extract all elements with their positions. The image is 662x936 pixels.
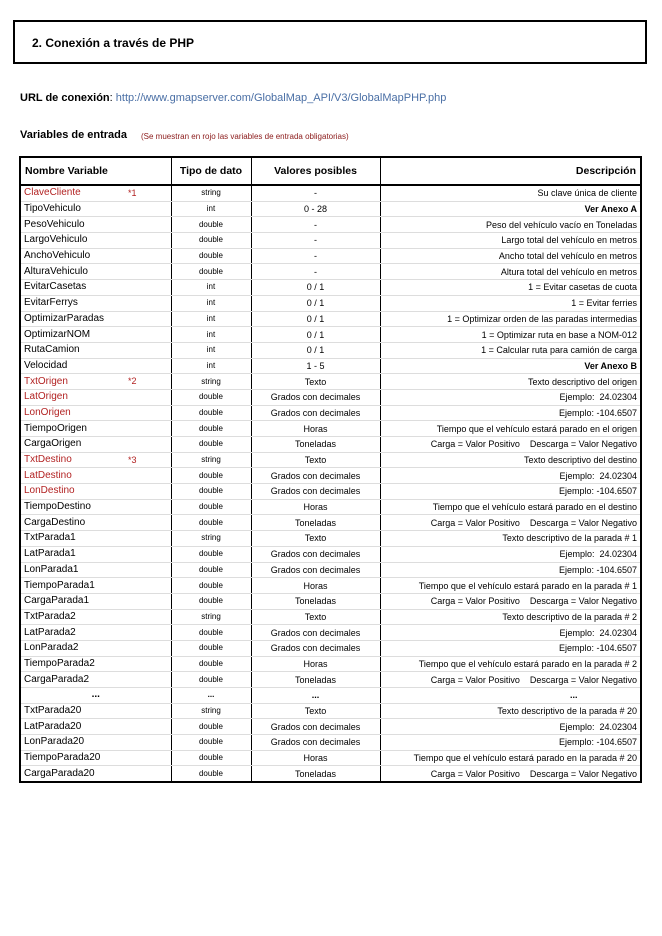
table-row — [20, 389, 641, 405]
cell-variable-name — [20, 311, 171, 327]
table-body — [20, 185, 641, 782]
variable-name: CargaParada1 — [24, 595, 90, 607]
variable-name: TxtParada2 — [24, 610, 76, 622]
cell-possible-values: Horas — [251, 499, 380, 515]
cell-data-type: int — [171, 295, 251, 311]
cell-possible-values: Grados con decimales — [251, 562, 380, 578]
cell-variable-name — [20, 280, 171, 296]
variable-name: LonDestino — [24, 485, 75, 497]
variable-name: TiempoDestino — [24, 501, 91, 513]
cell-variable-name — [20, 342, 171, 358]
cell-data-type: string — [171, 609, 251, 625]
cell-description: 1 = Optimizar ruta en base a NOM-012 — [380, 327, 641, 343]
cell-data-type: int — [171, 358, 251, 374]
table-row — [20, 578, 641, 594]
variable-name: LonParada20 — [24, 736, 85, 748]
url-label: URL de conexión — [20, 92, 110, 104]
cell-variable-name — [20, 609, 171, 625]
variables-table — [19, 156, 642, 783]
variable-name: PesoVehiculo — [24, 218, 85, 230]
cell-description: Texto descriptivo de la parada # 2 — [380, 609, 641, 625]
table-row — [20, 185, 641, 201]
cell-possible-values: Toneladas — [251, 766, 380, 782]
cell-description: Ver Anexo A — [380, 201, 641, 217]
table-row — [20, 201, 641, 217]
cell-variable-name — [20, 437, 171, 453]
cell-data-type: double — [171, 546, 251, 562]
cell-possible-values: Grados con decimales — [251, 484, 380, 500]
url-separator: : — [109, 92, 116, 104]
cell-variable-name — [20, 625, 171, 641]
cell-data-type: int — [171, 280, 251, 296]
cell-possible-values: 0 / 1 — [251, 280, 380, 296]
cell-description: Ejemplo: -104.6507 — [380, 405, 641, 421]
cell-variable-name — [20, 233, 171, 249]
variable-name: TxtParada1 — [24, 532, 76, 544]
cell-description: Tiempo que el vehículo estará parado en la parada # 1 — [380, 578, 641, 594]
cell-data-type: int — [171, 311, 251, 327]
cell-data-type: double — [171, 468, 251, 484]
variable-name: LargoVehiculo — [24, 234, 88, 246]
table-row — [20, 750, 641, 766]
cell-possible-values: ... — [251, 688, 380, 704]
table-row — [20, 342, 641, 358]
variable-name: TiempoParada1 — [24, 579, 95, 591]
cell-data-type: int — [171, 201, 251, 217]
table-row — [20, 374, 641, 390]
table-row — [20, 295, 641, 311]
variable-name: CargaDestino — [24, 516, 86, 528]
cell-variable-name — [20, 389, 171, 405]
variable-name: CargaOrigen — [24, 438, 82, 450]
cell-possible-values: Grados con decimales — [251, 625, 380, 641]
variable-name: TxtDestino — [24, 454, 72, 466]
cell-variable-name — [20, 688, 171, 704]
cell-data-type: string — [171, 374, 251, 390]
cell-variable-name — [20, 421, 171, 437]
cell-possible-values: 1 - 5 — [251, 358, 380, 374]
cell-possible-values: - — [251, 233, 380, 249]
cell-data-type: int — [171, 342, 251, 358]
cell-data-type: double — [171, 593, 251, 609]
cell-description: 1 = Calcular ruta para camión de carga — [380, 342, 641, 358]
cell-possible-values: 0 - 28 — [251, 201, 380, 217]
cell-possible-values: Texto — [251, 609, 380, 625]
variable-name: AlturaVehiculo — [24, 265, 88, 277]
table-row — [20, 609, 641, 625]
table-row — [20, 531, 641, 547]
cell-data-type: double — [171, 578, 251, 594]
cell-data-type: double — [171, 515, 251, 531]
cell-possible-values: Grados con decimales — [251, 640, 380, 656]
cell-description: ... — [380, 688, 641, 704]
cell-variable-name — [20, 248, 171, 264]
table-row — [20, 656, 641, 672]
variable-name: RutaCamion — [24, 344, 80, 356]
variable-name: LatParada2 — [24, 626, 76, 638]
cell-possible-values: Grados con decimales — [251, 546, 380, 562]
cell-data-type: double — [171, 656, 251, 672]
cell-data-type: double — [171, 499, 251, 515]
section-title: 2. Conexión a través de PHP — [32, 36, 195, 50]
cell-variable-name — [20, 656, 171, 672]
cell-data-type: double — [171, 562, 251, 578]
cell-data-type: string — [171, 703, 251, 719]
cell-possible-values: Grados con decimales — [251, 468, 380, 484]
cell-variable-name — [20, 578, 171, 594]
cell-data-type: double — [171, 217, 251, 233]
cell-description: Ejemplo: -104.6507 — [380, 640, 641, 656]
cell-data-type: string — [171, 531, 251, 547]
cell-description: Su clave única de cliente — [380, 185, 641, 201]
variable-name: LonOrigen — [24, 406, 71, 418]
cell-description: Ejemplo: 24.02304 — [380, 546, 641, 562]
cell-description: Tiempo que el vehículo estará parado en el origen — [380, 421, 641, 437]
cell-description: Carga = Valor Positivo Descarga = Valor Negativo — [380, 672, 641, 688]
cell-description: 1 = Optimizar orden de las paradas intermedias — [380, 311, 641, 327]
cell-data-type: double — [171, 421, 251, 437]
cell-data-type: double — [171, 766, 251, 782]
cell-variable-name — [20, 374, 171, 390]
variable-name: LonParada2 — [24, 642, 79, 654]
cell-possible-values: - — [251, 248, 380, 264]
cell-possible-values: Texto — [251, 703, 380, 719]
cell-data-type: double — [171, 735, 251, 751]
section-header-box — [13, 20, 647, 64]
variable-name: Velocidad — [24, 359, 68, 371]
cell-data-type: double — [171, 625, 251, 641]
cell-variable-name — [20, 562, 171, 578]
cell-possible-values: Horas — [251, 578, 380, 594]
cell-possible-values: Toneladas — [251, 437, 380, 453]
variable-name: ClaveCliente — [24, 187, 81, 199]
cell-possible-values: 0 / 1 — [251, 311, 380, 327]
cell-possible-values: Texto — [251, 452, 380, 468]
table-row — [20, 593, 641, 609]
table-row — [20, 233, 641, 249]
cell-variable-name — [20, 640, 171, 656]
cell-possible-values: Horas — [251, 750, 380, 766]
variable-name: CargaParada2 — [24, 673, 90, 685]
cell-data-type: string — [171, 185, 251, 201]
cell-variable-name — [20, 546, 171, 562]
cell-possible-values: Texto — [251, 374, 380, 390]
table-row — [20, 468, 641, 484]
cell-data-type: double — [171, 248, 251, 264]
variable-name: OptimizarNOM — [24, 328, 91, 340]
footnote-marker: *3 — [128, 454, 137, 465]
header-valores: Valores posibles — [251, 157, 380, 185]
variable-name: EvitarCasetas — [24, 281, 87, 293]
variable-name: ... — [91, 689, 100, 701]
variable-name: LatOrigen — [24, 391, 68, 403]
cell-possible-values: - — [251, 185, 380, 201]
cell-possible-values: - — [251, 264, 380, 280]
table-row — [20, 264, 641, 280]
cell-description: Ancho total del vehículo en metros — [380, 248, 641, 264]
cell-data-type: double — [171, 750, 251, 766]
table-row — [20, 640, 641, 656]
cell-variable-name — [20, 766, 171, 782]
footnote-marker: *2 — [128, 376, 137, 387]
cell-description: Carga = Valor Positivo Descarga = Valor Negativo — [380, 593, 641, 609]
cell-description: Carga = Valor Positivo Descarga = Valor Negativo — [380, 766, 641, 782]
variable-name: LatParada20 — [24, 720, 82, 732]
cell-variable-name — [20, 703, 171, 719]
cell-data-type: double — [171, 484, 251, 500]
cell-variable-name — [20, 264, 171, 280]
variable-name: TiempoParada20 — [24, 752, 101, 764]
cell-variable-name — [20, 327, 171, 343]
variable-name: TipoVehiculo — [24, 203, 81, 215]
table-header-row — [20, 157, 641, 185]
cell-variable-name — [20, 295, 171, 311]
variable-name: LatParada1 — [24, 548, 76, 560]
cell-variable-name — [20, 201, 171, 217]
header-nombre: Nombre Variable — [20, 157, 171, 185]
variable-name: LonParada1 — [24, 563, 79, 575]
cell-description: Largo total del vehículo en metros — [380, 233, 641, 249]
cell-variable-name — [20, 735, 171, 751]
cell-variable-name — [20, 452, 171, 468]
cell-possible-values: Grados con decimales — [251, 405, 380, 421]
cell-description: Texto descriptivo del origen — [380, 374, 641, 390]
cell-possible-values: Texto — [251, 531, 380, 547]
variable-name: TiempoParada2 — [24, 657, 95, 669]
cell-description: 1 = Evitar casetas de cuota — [380, 280, 641, 296]
table-row — [20, 484, 641, 500]
table-row — [20, 735, 641, 751]
cell-variable-name — [20, 593, 171, 609]
cell-description: Peso del vehículo vacío en Toneladas — [380, 217, 641, 233]
variable-name: CargaParada20 — [24, 767, 95, 779]
cell-data-type: double — [171, 719, 251, 735]
table-row — [20, 546, 641, 562]
variable-name: AnchoVehiculo — [24, 250, 91, 262]
variable-name: LatDestino — [24, 469, 72, 481]
cell-variable-name — [20, 405, 171, 421]
cell-description: 1 = Evitar ferries — [380, 295, 641, 311]
url-link[interactable]: http://www.gmapserver.com/GlobalMap_API/V3/GlobalMapPHP.php — [115, 92, 447, 104]
variable-name: TxtOrigen — [24, 375, 68, 387]
cell-variable-name — [20, 531, 171, 547]
variables-heading: Variables de entrada — [20, 129, 127, 141]
cell-description: Ejemplo: 24.02304 — [380, 389, 641, 405]
cell-possible-values: Toneladas — [251, 515, 380, 531]
cell-variable-name — [20, 217, 171, 233]
table-row — [20, 311, 641, 327]
table-row — [20, 248, 641, 264]
table-row — [20, 452, 641, 468]
cell-variable-name — [20, 672, 171, 688]
variables-note: (Se muestran en rojo las variables de entrada obligatorias) — [141, 132, 349, 141]
cell-possible-values: Horas — [251, 656, 380, 672]
table-row — [20, 703, 641, 719]
cell-description: Ver Anexo B — [380, 358, 641, 374]
cell-description: Ejemplo: -104.6507 — [380, 484, 641, 500]
cell-data-type: double — [171, 437, 251, 453]
cell-description: Tiempo que el vehículo estará parado en la parada # 20 — [380, 750, 641, 766]
table-row — [20, 217, 641, 233]
cell-data-type: double — [171, 389, 251, 405]
cell-description: Ejemplo: 24.02304 — [380, 468, 641, 484]
cell-variable-name — [20, 499, 171, 515]
variable-name: TiempoOrigen — [24, 422, 87, 434]
table-row — [20, 562, 641, 578]
cell-possible-values: Toneladas — [251, 593, 380, 609]
cell-variable-name — [20, 719, 171, 735]
cell-variable-name — [20, 484, 171, 500]
cell-data-type: string — [171, 452, 251, 468]
cell-variable-name — [20, 358, 171, 374]
cell-variable-name — [20, 515, 171, 531]
header-tipo: Tipo de dato — [171, 157, 251, 185]
cell-data-type: ... — [171, 688, 251, 704]
cell-description: Carga = Valor Positivo Descarga = Valor Negativo — [380, 437, 641, 453]
variable-name: EvitarFerrys — [24, 297, 78, 309]
cell-possible-values: 0 / 1 — [251, 295, 380, 311]
cell-variable-name — [20, 468, 171, 484]
cell-possible-values: Toneladas — [251, 672, 380, 688]
table-row — [20, 437, 641, 453]
cell-description: Tiempo que el vehículo estará parado en el destino — [380, 499, 641, 515]
cell-possible-values: 0 / 1 — [251, 342, 380, 358]
table-row — [20, 672, 641, 688]
cell-variable-name — [20, 750, 171, 766]
cell-data-type: double — [171, 264, 251, 280]
cell-possible-values: 0 / 1 — [251, 327, 380, 343]
cell-data-type: double — [171, 640, 251, 656]
variable-name: OptimizarParadas — [24, 312, 105, 324]
cell-data-type: double — [171, 405, 251, 421]
table-row — [20, 499, 641, 515]
cell-possible-values: Grados con decimales — [251, 719, 380, 735]
cell-description: Ejemplo: 24.02304 — [380, 625, 641, 641]
table-row — [20, 358, 641, 374]
url-line — [20, 92, 446, 104]
cell-possible-values: Grados con decimales — [251, 735, 380, 751]
header-descripcion: Descripción — [380, 157, 641, 185]
cell-description: Altura total del vehículo en metros — [380, 264, 641, 280]
cell-data-type: double — [171, 233, 251, 249]
table-row — [20, 327, 641, 343]
table-row — [20, 405, 641, 421]
cell-description: Tiempo que el vehículo estará parado en la parada # 2 — [380, 656, 641, 672]
cell-possible-values: - — [251, 217, 380, 233]
variable-name: TxtParada20 — [24, 705, 82, 717]
cell-description: Texto descriptivo de la parada # 20 — [380, 703, 641, 719]
cell-description: Carga = Valor Positivo Descarga = Valor Negativo — [380, 515, 641, 531]
cell-description: Ejemplo: 24.02304 — [380, 719, 641, 735]
cell-data-type: int — [171, 327, 251, 343]
cell-possible-values: Horas — [251, 421, 380, 437]
table-row — [20, 515, 641, 531]
cell-variable-name — [20, 185, 171, 201]
table-row — [20, 280, 641, 296]
table-row — [20, 625, 641, 641]
table-row — [20, 766, 641, 782]
cell-description: Ejemplo: -104.6507 — [380, 562, 641, 578]
table-row — [20, 719, 641, 735]
table-row — [20, 688, 641, 704]
cell-possible-values: Grados con decimales — [251, 389, 380, 405]
cell-description: Texto descriptivo de la parada # 1 — [380, 531, 641, 547]
table-row — [20, 421, 641, 437]
cell-description: Ejemplo: -104.6507 — [380, 735, 641, 751]
footnote-marker: *1 — [128, 188, 137, 198]
cell-description: Texto descriptivo del destino — [380, 452, 641, 468]
cell-data-type: double — [171, 672, 251, 688]
